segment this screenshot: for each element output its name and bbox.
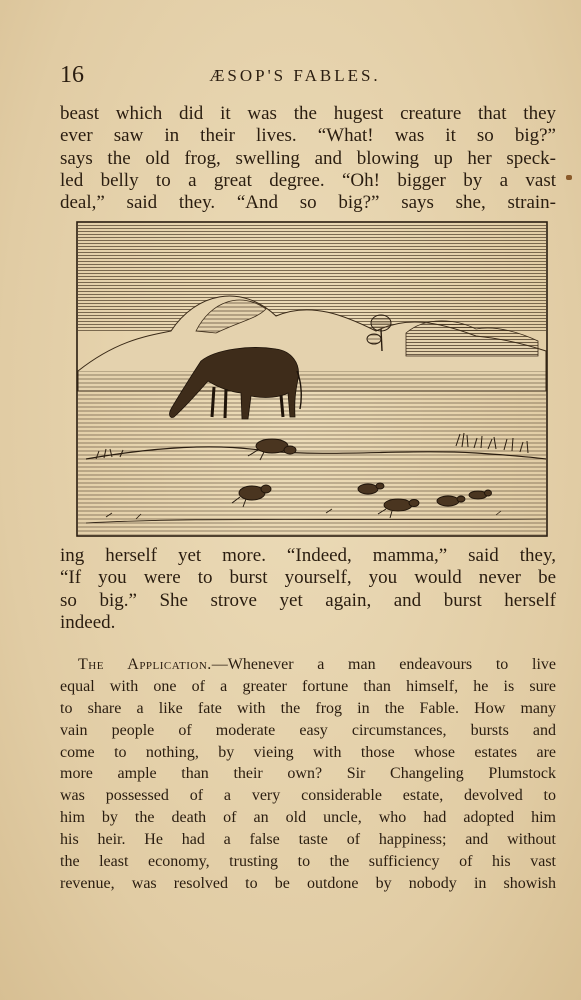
text-line: him by the death of an old uncle, who had adopted him (60, 809, 556, 827)
page-header (60, 62, 530, 90)
text-line: more ample than their own? Sir Changeling Plumstock (60, 765, 556, 783)
page-number: 16 (60, 62, 84, 88)
text-line: the least economy, trusting to the sufficiency of his vast (60, 853, 556, 871)
woodcut-illustration (76, 221, 548, 537)
application-label: The Application. (78, 656, 212, 673)
text-line: indeed. (60, 611, 116, 633)
text-line: vain people of moderate easy circumstances, bursts and (60, 721, 556, 739)
continuation-paragraph (60, 545, 556, 634)
running-title: ÆSOP'S FABLES. (209, 66, 381, 85)
text-line: ever saw in their lives. “What! was it so big?” (60, 125, 556, 147)
text-line: come to nothing, by vieing with those whose estates are (60, 743, 556, 761)
text-line: deal,” said they. “And so big?” says she, strain- (60, 192, 556, 214)
text-line: led belly to a great degree. “Oh! bigger by a vast (60, 169, 556, 191)
text-line: beast which did it was the hugest creature that they (60, 103, 556, 124)
text-line: his heir. He had a false taste of happiness; and without (60, 831, 556, 849)
text-line: says the old frog, swelling and blowing up her speck- (60, 147, 556, 169)
top-paragraph (60, 103, 556, 214)
application-text: —Whenever a man endeavours to live (211, 656, 557, 673)
text-line (60, 654, 556, 676)
text-line: equal with one of a greater fortune than himself, he is sure (60, 677, 556, 695)
margin-mark (566, 175, 572, 180)
text-line: ing herself yet more. “Indeed, mamma,” said they, (60, 545, 556, 566)
text-line: so big.” She strove yet again, and burst herself (60, 589, 556, 611)
application-paragraph (60, 654, 556, 895)
text-line: “If you were to burst yourself, you would never be (60, 567, 556, 589)
text-line: was possessed of a very considerable estate, devolved to (60, 787, 556, 805)
text-line: revenue, was resolved to be outdone by nobody in showish (60, 874, 556, 892)
text-line: to share a like fate with the frog in the Fable. How many (60, 699, 556, 717)
